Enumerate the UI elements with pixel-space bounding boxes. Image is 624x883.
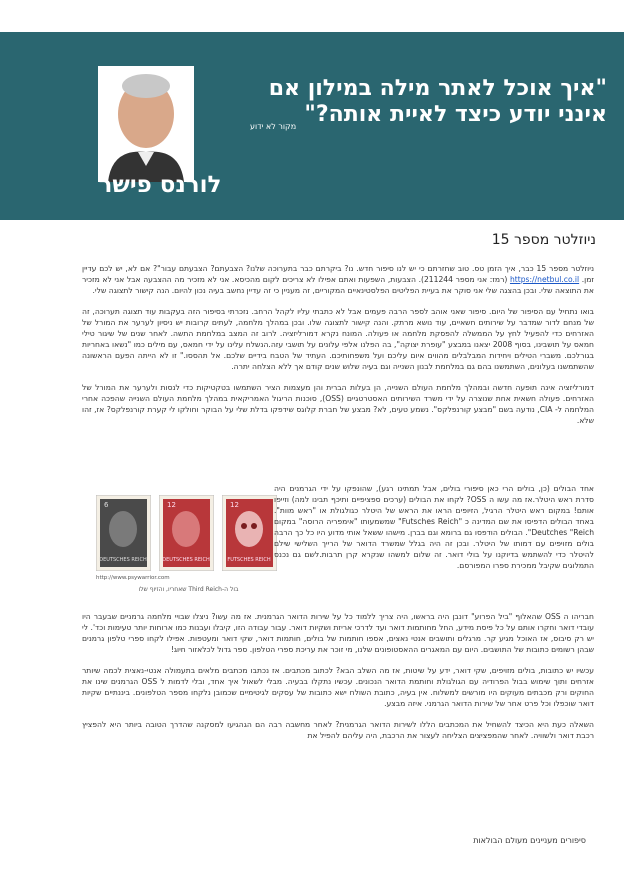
stamp-hitler-12 xyxy=(159,495,214,571)
stamp-2-label: DEUTSCHES REICH xyxy=(162,557,210,563)
header-quote xyxy=(207,76,607,128)
paragraph-intro-text-b: (רמז: אני מספר 211244). הצבעות, השפעות ואתם אפילו לא צריכים לקום מהכיסא. אני לא מזכיר מה ההצבעה אבל אני לא מזכיר את התוצאה שלי. ובכן בהצגה שלי אני סוקר את בעיית הפליטים הפלסטינאיים המקוריים, זה מעניין כי זה עדיין נחשב בעיה נכון להיום. הנה קישור לתצוגה שלי. xyxy=(82,275,594,295)
stamp-hitler-6 xyxy=(96,495,151,571)
stamp-3-value: 12 xyxy=(230,501,239,509)
paragraph-intro xyxy=(82,263,594,296)
quote-source: מקור לא ידוע xyxy=(250,122,297,131)
article-body-bottom xyxy=(82,611,594,751)
stamp-1-value: 6 xyxy=(104,501,109,509)
stamp-2-value: 12 xyxy=(167,501,176,509)
footer-text: סיפורים מעניינים מעולם הבולאות xyxy=(473,836,586,845)
stamp-skull-12 xyxy=(222,495,277,571)
newsletter-title: ניוזלטר מספר 15 xyxy=(491,232,596,248)
stamps-image xyxy=(96,495,281,602)
paragraph-demoralization: בואו נתחיל עם הסיפור של היום. סיפור שאני אוהב לספר הרבה פעמים אבל לא כתבתי עליו לקהל הרחב. נזכרתי בסיפור הזה בעקבות עוד תצוגה תערוכה, זה של מנחם לדור שמדבר על שירותים חשאיים, עוד נושא מרתק. והנה קישור לתצוגה שלו. ובכן במהלך מלחמה, לעתים קרובות יש ניסיון לערער את המורל של האזרחים כדי להפעיל לחץ על הממשלה להפסקת מלחמה או פעולה. המונח נקרא דמורליזציה. לרוב זה המצב במלחמת התשה. לאחר שנים של שיגור טילי חמאס על תושבינו, בסוף 2008 יצאנו במבצע "עופרת יצוקה", בה הפלנו אלפי עלונים על תושבי עזה.הנשלח עלינו על ידי חמאס, עם מילים כמו "נשאו באחריות בגורלכם. משברי הטילים ויחידות המבלבלים מהווים איום עליכם ועל משפחותיכם. העתיד של הטבח בידיים שלכם. אל תהססו." זו לא הייתה הפעם הראשונה שהשתמשנו בעלונים, השתמשנו בהם גם במלחמת לבנון השנייה וגם בעיה שלוש שנים קודם אך ללא הצלחה יתרה. xyxy=(82,307,594,371)
stamp-3-label: FUTSCHES REICH xyxy=(227,557,271,563)
netbul-link[interactable]: https://netbul.co.il xyxy=(509,275,580,284)
author-name: לורנס פישר xyxy=(98,172,222,198)
paragraph-letters: עכשיו יש כתובות, בולים מזויפים, שקי דואר, ידע על שיטות, אז מה השלב הבא? לכתוב מכתבים. אז נכתבו מכתבים מלאים בתעמולה אנטי-נאצית לכמה שיותר אזרחים ותוך שימוש בבול הפרודיה עם הגולגולת וחותמת הדואר הנכונים. עכשיו נתקלו בבעיה. מבלי לשאול איך אחד, ובלי לדמות ל OSS הגרמנים שינו את החוקים ורק מכבתים מעוקים היו מורשים למשלוח. אין בעיה, כתובת השולח ישא כתובות של עסקים לגיטימיים שכמובן נלקחו מספר הטלפונים. ביננתיים שקיות דואר שוכפלו וכל פרט אחר של שירות הדואר הגרמני. איזה מבצע. xyxy=(82,666,595,708)
paragraph-question: השאלה כעת היא הכיצד להשחיל את המכתבים הללו לשירות הדואר הגרמנית? לאחר מחשבה רבה הם הגהגיעו למסקנה שהדרך הטובה ביותר היא להפציץ רכבת דואר ולשוויה. לאחר שהמפציצים הצליחה לעצור את הרכבת, היה עליהם להפיל את xyxy=(82,720,594,740)
paragraph-oss: דמורליזציה אינה תופעה חדשה ובמהלך מלחמת העולם השנייה, הן בעלות הברית והן מעצמות הציר השתמשו בטקטיקות כדי לנסות ולערער את המורל של האזרחים. פעולה חשאית אחת שנוצרה על ידי משרד השירותים האסטרטגיים (OSS), סוכנות הריגול האמריקאית במהלך מלחמת העולם השנייה שהפכה אחרי המלחמה ל- CIA, נודעה בשם "מבצע קורנפלקס". נשמע טעים, לא? מבצע של חברת קלוגס שידפקו בדלת שלי על הבוקר וחולקו לי קערת קורנפלקס? אז, זהו שלא. xyxy=(82,383,594,425)
quote-line-2: אינני יודע כיצד לאיית אותה?" xyxy=(304,102,607,127)
paragraph-stamps: אחד הבולים (כן, בולים הרי כאן סיפורי בולים, אבל תמתינו רגע), שהונפקו על ידי הגרמנים היה סדרת ראש היטלר.אז מה עשו ה OSS? לקחו את הבולים (ערכים ספציפיים ותיכף תבינו למה) וזייפו אותם! במקום ראש היטלר הרגיל, הזיופים הראו את הראש של היטלר כגולגולת או "ראש מוות". באחד הבולים הדפיסו את שם המדינה כ "Futsches Reich" שמשמעותו "אימפריה הרוסה" במקום Deutches "Reich". הבולים הודפסו גם ברומא וגם בברן. מישהו ששאל אותי מדוע היו כל כך הרבה בולים מזויפים עם דמותו של היטלר. ובכן זה היה בגלל שמשרד הדואר של הרייך השלישי שילם להיטלר כדי להשתמש בדיוקנו על בולי דואר. זה שלום למשהו שנקרא קרן תרבות.לשם גם נכנס התמלוגים שקיבל ממכירת ספרו המפורסם. xyxy=(274,484,595,570)
article-body-top xyxy=(82,263,594,436)
author-avatar xyxy=(98,66,194,182)
stamp-credit: http://www.psywarrior.com xyxy=(96,575,170,581)
paragraph-intro-text-a: ניוזלטר מספר 15 כבר, איך הזמן טס. טוב שחזרתם כי יש לנו סיפור חדש. נו? ביקרתם כבר בתערוכה שלנו? הצבעתם? הצבעתם עבור"? אם לא, יש לכם עדיין זמן. xyxy=(82,264,595,284)
stamp-1-label: DEUTSCHES REICH xyxy=(99,557,147,563)
stamp-caption: בול ה-Third Reich שאחריו, והזיוף שלו xyxy=(138,586,239,593)
quote-line-1: "איך אוכל לאתר מילה במילון אם xyxy=(268,76,607,101)
paragraph-wild-bill: חבריהו ה OSS שהאלוף "ביל הפרוע" דונבן היה בראשו, היה צריך ללמוד כל על שירות הדואר הגרמנית. אז מה עשו? ניצלו שבויי מלחמה גרמניים שבעבר היו עובדי דואר וחקרו אותם על כל פיסת מידע, החל מחותמות דואר ועד לדרכי אריזת ושקיות דואר. עבור עבודה הזו, קיבלו ועבנות כמו ארוחות יותר טעימות וכד'. לי יש רק סיבוס, אז האוכל מגיע קר. מרגלים ותושבים אנטי נאצים, אספו חותמות של בולים, חותמות דואר, שקי דואר ומעטפות. אפילו לקחו ספרי טלפון גרמנים שבהן רשומים כתובות של התושבים. היום עם המאגרים ההאסטופונים שלנו, מי זוכר את עריכת ספרי הטלפון. ספר גדול לכלאזור חיוג! xyxy=(82,612,594,654)
